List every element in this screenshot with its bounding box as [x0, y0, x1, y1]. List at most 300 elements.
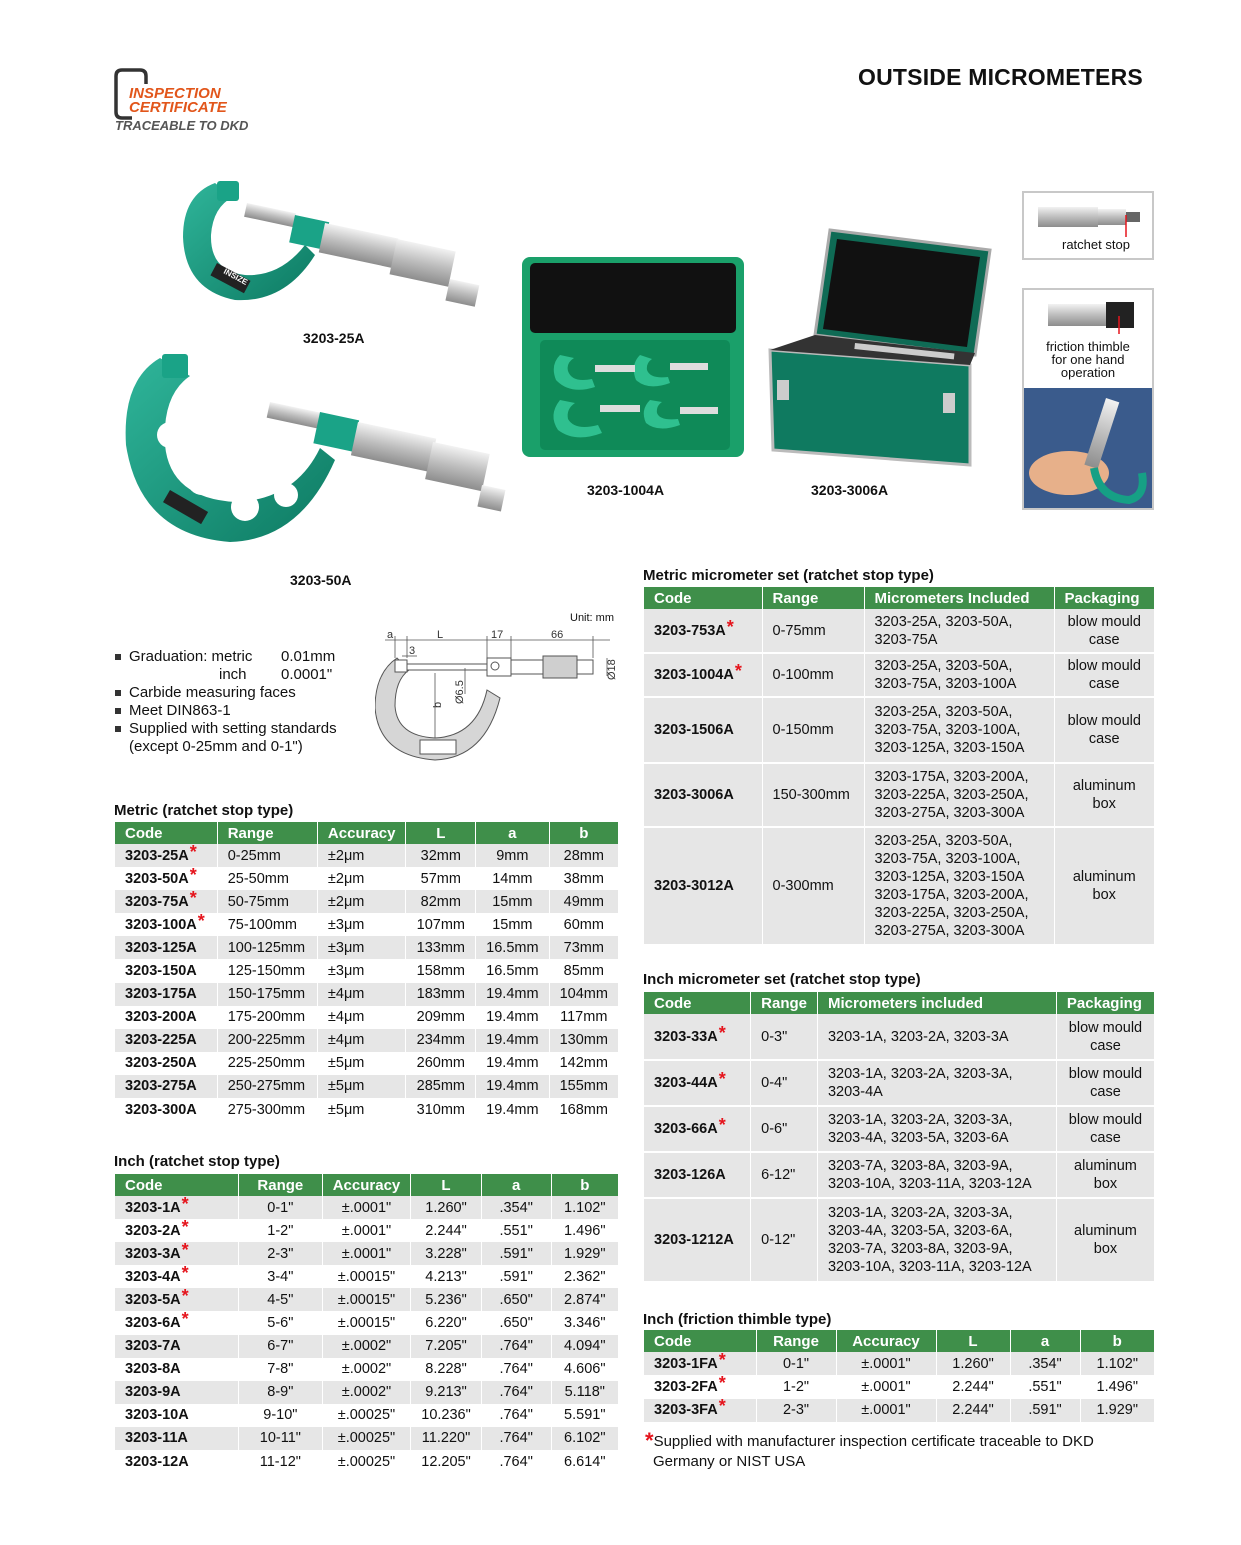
table-cell: 19.4mm: [476, 1075, 549, 1098]
inch-set-table-title: Inch micrometer set (ratchet stop type): [643, 971, 921, 988]
table-cell: aluminum box: [1056, 1198, 1154, 1282]
table-cell: 117mm: [549, 1006, 618, 1029]
table-cell: 12.205": [411, 1450, 482, 1473]
product-code: 3203-75A*: [115, 890, 217, 913]
table-cell: 5.118": [551, 1381, 618, 1404]
product-code: 3203-2A*: [115, 1219, 238, 1242]
table-cell: blow mould case: [1054, 697, 1154, 763]
table-row: [115, 983, 618, 1006]
column-header: b: [549, 822, 618, 844]
table-cell: aluminum box: [1054, 763, 1154, 827]
logo-text-certificate: CERTIFICATE: [129, 99, 227, 116]
product-code: 3203-175A: [115, 983, 217, 1006]
friction-thimble-icon: [1024, 294, 1152, 334]
table-row: [644, 827, 1154, 945]
product-code: 3203-4A*: [115, 1265, 238, 1288]
product-code: 3203-3FA*: [644, 1399, 756, 1422]
table-cell: 9-10": [238, 1404, 322, 1427]
table-cell: 1.260": [936, 1352, 1010, 1375]
column-header: Accuracy: [836, 1330, 936, 1352]
certificate-star-icon: *: [181, 1216, 189, 1237]
table-cell: 104mm: [549, 983, 618, 1006]
table-cell: 0-25mm: [217, 844, 317, 867]
table-row: [644, 697, 1154, 763]
table-cell: 28mm: [549, 844, 618, 867]
table-row: [115, 890, 618, 913]
table-cell: 1-2": [756, 1375, 836, 1398]
table-cell: 250-275mm: [217, 1075, 317, 1098]
product-code: 3203-5A*: [115, 1288, 238, 1311]
metric-set-table-title: Metric micrometer set (ratchet stop type): [643, 567, 934, 584]
table-cell: 8.228": [411, 1358, 482, 1381]
table-cell: 73mm: [549, 936, 618, 959]
table-cell: 2-3": [238, 1242, 322, 1265]
logo-text-inspection: INSPECTION: [129, 85, 221, 102]
product-code: 3203-1FA*: [644, 1352, 756, 1375]
table-cell: ±.0001": [836, 1375, 936, 1398]
table-row: [115, 1052, 618, 1075]
table-cell: 130mm: [549, 1029, 618, 1052]
table-row: [644, 609, 1154, 653]
caption-3203-3006a: 3203-3006A: [811, 482, 889, 498]
table-cell: 2.244": [411, 1219, 482, 1242]
column-header: Packaging: [1056, 992, 1154, 1014]
column-header: Range: [217, 822, 317, 844]
micrometer-set-case-image: [520, 255, 746, 460]
certificate-star-icon: *: [726, 616, 734, 637]
dim-a: a: [387, 629, 394, 641]
table-cell: 16.5mm: [476, 959, 549, 982]
column-header: a: [1010, 1330, 1080, 1352]
table-cell: 0-12": [751, 1198, 818, 1282]
table-cell: 6-7": [238, 1335, 322, 1358]
table-cell: 100-125mm: [217, 936, 317, 959]
table-cell: ±4μm: [317, 1006, 406, 1029]
table-row: [644, 1014, 1154, 1060]
table-cell: 0-1": [238, 1196, 322, 1219]
product-code: 3203-3A*: [115, 1242, 238, 1265]
column-header: b: [551, 1174, 618, 1196]
table-cell: 3.346": [551, 1311, 618, 1334]
friction-thimble-inset: [1022, 288, 1154, 510]
table-cell: 6-12": [751, 1152, 818, 1198]
table-cell: .551": [1010, 1375, 1080, 1398]
certificate-star-icon: *: [718, 1022, 726, 1043]
ratchet-stop-icon: [1024, 197, 1152, 237]
ratchet-stop-inset: [1022, 191, 1154, 260]
table-cell: 8-9": [238, 1381, 322, 1404]
product-code: 3203-66A*: [644, 1106, 751, 1152]
table-cell: 50-75mm: [217, 890, 317, 913]
table-cell: 4-5": [238, 1288, 322, 1311]
product-code: 3203-275A: [115, 1075, 217, 1098]
table-cell: 25-50mm: [217, 867, 317, 890]
column-header: Range: [238, 1174, 322, 1196]
table-cell: .591": [481, 1265, 551, 1288]
product-code: 3203-7A: [115, 1335, 238, 1358]
dim-L: L: [437, 629, 444, 641]
product-code: 3203-8A: [115, 1358, 238, 1381]
table-cell: blow mould case: [1056, 1060, 1154, 1106]
table-row: [115, 1335, 618, 1358]
table-row: [115, 1006, 618, 1029]
table-row: [115, 1311, 618, 1334]
table-cell: 107mm: [406, 913, 476, 936]
table-cell: ±.00015": [322, 1265, 411, 1288]
table-row: [115, 1288, 618, 1311]
table-row: [644, 1152, 1154, 1198]
product-code: 3203-250A: [115, 1052, 217, 1075]
table-cell: 2-3": [756, 1399, 836, 1422]
feature-carbide: Carbide measuring faces: [114, 684, 337, 702]
table-cell: 11-12": [238, 1450, 322, 1473]
table-cell: 15mm: [476, 890, 549, 913]
table-row: [644, 763, 1154, 827]
footnote-star: *: [645, 1428, 654, 1453]
table-cell: .354": [1010, 1352, 1080, 1375]
table-cell: 1.929": [1080, 1399, 1154, 1422]
table-cell: ±.00025": [322, 1427, 411, 1450]
certificate-star-icon: *: [718, 1349, 726, 1370]
table-cell: 3203-1A, 3203-2A, 3203-3A, 3203-4A, 3203-5A, 3203-6A: [817, 1106, 1056, 1152]
table-row: [115, 844, 618, 867]
product-code: 3203-200A: [115, 1006, 217, 1029]
certificate-star-icon: *: [718, 1069, 726, 1089]
certificate-star-icon: *: [181, 1309, 189, 1330]
table-cell: 2.874": [551, 1288, 618, 1311]
column-header: Code: [115, 1174, 238, 1196]
table-cell: 133mm: [406, 936, 476, 959]
table-cell: ±3μm: [317, 913, 406, 936]
table-cell: 1.496": [1080, 1375, 1154, 1398]
dim-6-5: Ø6.5: [454, 680, 466, 704]
table-row: [115, 1427, 618, 1450]
table-cell: 275-300mm: [217, 1098, 317, 1121]
table-row: [115, 1265, 618, 1288]
table-cell: 6.220": [411, 1311, 482, 1334]
table-cell: 11.220": [411, 1427, 482, 1450]
table-cell: 260mm: [406, 1052, 476, 1075]
product-code: 3203-50A*: [115, 867, 217, 890]
table-cell: 3203-175A, 3203-200A, 3203-225A, 3203-250A, 3203-275A, 3203-300A: [864, 763, 1054, 827]
certificate-star-icon: *: [181, 1239, 189, 1260]
table-cell: 3.228": [411, 1242, 482, 1265]
table-cell: ±.0001": [836, 1399, 936, 1422]
table-cell: 4.094": [551, 1335, 618, 1358]
certificate-star-icon: *: [181, 1285, 189, 1306]
table-cell: 0-150mm: [762, 697, 864, 763]
table-row: [644, 1106, 1154, 1152]
table-cell: 150-300mm: [762, 763, 864, 827]
product-code: 3203-3006A: [644, 763, 762, 827]
table-cell: 209mm: [406, 1006, 476, 1029]
product-code: 3203-10A: [115, 1404, 238, 1427]
table-row: [644, 1060, 1154, 1106]
table-cell: 0-1": [756, 1352, 836, 1375]
micrometer-50a-image: [120, 350, 510, 550]
metric-set-table: [644, 587, 1154, 946]
table-cell: 3203-25A, 3203-50A, 3203-75A, 3203-100A, 3203-125A, 3203-150A 3203-175A, 3203-200A, 3203-225A, 3203-250A, 3203-275A, 3203-300A: [864, 827, 1054, 945]
column-header: b: [1080, 1330, 1154, 1352]
metric-table: [115, 822, 618, 1121]
table-cell: 3203-25A, 3203-50A, 3203-75A, 3203-100A: [864, 653, 1054, 697]
table-cell: ±.00015": [322, 1311, 411, 1334]
table-cell: 10.236": [411, 1404, 482, 1427]
certificate-star-icon: *: [189, 864, 197, 885]
column-header: Micrometers included: [817, 992, 1056, 1014]
feature-list: [114, 648, 337, 756]
dim-17: 17: [491, 629, 504, 641]
table-cell: 85mm: [549, 959, 618, 982]
table-cell: 0-6": [751, 1106, 818, 1152]
table-cell: 15mm: [476, 913, 549, 936]
footnote-line1: Supplied with manufacturer inspection certificate traceable to DKD: [653, 1433, 1094, 1450]
table-cell: 60mm: [549, 913, 618, 936]
table-row: [644, 1352, 1154, 1375]
table-cell: ±.00025": [322, 1404, 411, 1427]
table-cell: ±3μm: [317, 959, 406, 982]
table-cell: 3203-25A, 3203-50A, 3203-75A: [864, 609, 1054, 653]
product-code: 3203-9A: [115, 1381, 238, 1404]
table-cell: ±.0002": [322, 1358, 411, 1381]
table-cell: 1.102": [551, 1196, 618, 1219]
page-title: OUTSIDE MICROMETERS: [858, 64, 1143, 90]
table-cell: .591": [481, 1242, 551, 1265]
dim-3: 3: [409, 645, 416, 657]
table-cell: 0-3": [751, 1014, 818, 1060]
product-code: 3203-12A: [115, 1450, 238, 1473]
dim-b: b: [432, 701, 444, 708]
table-cell: 19.4mm: [476, 1098, 549, 1121]
table-row: [644, 1198, 1154, 1282]
table-cell: 16.5mm: [476, 936, 549, 959]
friction-table-title: Inch (friction thimble type): [643, 1311, 832, 1328]
table-row: [115, 936, 618, 959]
footnote: [644, 1428, 1164, 1472]
column-header: L: [411, 1174, 482, 1196]
table-cell: 1.102": [1080, 1352, 1154, 1375]
table-cell: 7-8": [238, 1358, 322, 1381]
table-cell: 285mm: [406, 1075, 476, 1098]
table-cell: .551": [481, 1219, 551, 1242]
table-cell: .354": [481, 1196, 551, 1219]
product-code: 3203-6A*: [115, 1311, 238, 1334]
certificate-star-icon: *: [189, 841, 197, 862]
product-code: 3203-753A*: [644, 609, 762, 653]
column-header: Accuracy: [317, 822, 406, 844]
column-header: Code: [644, 587, 762, 609]
certificate-star-icon: *: [718, 1115, 726, 1135]
table-row: [115, 1196, 618, 1219]
table-cell: 32mm: [406, 844, 476, 867]
product-code: 3203-3012A: [644, 827, 762, 945]
table-cell: ±.0001": [322, 1196, 411, 1219]
table-cell: 158mm: [406, 959, 476, 982]
table-row: [115, 867, 618, 890]
table-cell: blow mould case: [1056, 1014, 1154, 1060]
table-cell: ±4μm: [317, 983, 406, 1006]
column-header: Range: [762, 587, 864, 609]
column-header: a: [481, 1174, 551, 1196]
table-cell: 9mm: [476, 844, 549, 867]
column-header: Range: [756, 1330, 836, 1352]
table-cell: ±.0001": [836, 1352, 936, 1375]
column-header: L: [406, 822, 476, 844]
table-cell: 3203-25A, 3203-50A, 3203-75A, 3203-100A, 3203-125A, 3203-150A: [864, 697, 1054, 763]
table-cell: 82mm: [406, 890, 476, 913]
hand-operation-photo: [1024, 388, 1152, 508]
column-header: Packaging: [1054, 587, 1154, 609]
feature-exception: (except 0-25mm and 0-1"): [129, 738, 303, 755]
table-row: [644, 653, 1154, 697]
table-cell: ±2μm: [317, 844, 406, 867]
table-cell: 9.213": [411, 1381, 482, 1404]
table-cell: 1.260": [411, 1196, 482, 1219]
table-cell: 183mm: [406, 983, 476, 1006]
column-header: Accuracy: [322, 1174, 411, 1196]
table-cell: ±.00015": [322, 1288, 411, 1311]
table-cell: 1.929": [551, 1242, 618, 1265]
certificate-star-icon: *: [197, 910, 205, 931]
table-cell: 0-75mm: [762, 609, 864, 653]
caption-3203-50a: 3203-50A: [290, 572, 352, 588]
product-code: 3203-2FA*: [644, 1375, 756, 1398]
table-cell: .764": [481, 1358, 551, 1381]
table-row: [115, 1242, 618, 1265]
table-cell: .650": [481, 1288, 551, 1311]
table-cell: 5-6": [238, 1311, 322, 1334]
table-cell: 6.102": [551, 1427, 618, 1450]
friction-table: [644, 1330, 1154, 1422]
table-row: [115, 1450, 618, 1473]
table-cell: 142mm: [549, 1052, 618, 1075]
table-cell: ±2μm: [317, 890, 406, 913]
caption-3203-1004a: 3203-1004A: [587, 482, 665, 498]
table-cell: ±2μm: [317, 867, 406, 890]
table-row: [115, 1098, 618, 1121]
table-cell: aluminum box: [1056, 1152, 1154, 1198]
table-row: [115, 959, 618, 982]
table-cell: 1-2": [238, 1219, 322, 1242]
column-header: Code: [644, 992, 751, 1014]
table-row: [115, 1404, 618, 1427]
certificate-star-icon: *: [718, 1396, 726, 1417]
table-cell: 150-175mm: [217, 983, 317, 1006]
table-cell: 125-150mm: [217, 959, 317, 982]
table-cell: 4.606": [551, 1358, 618, 1381]
column-header: Code: [115, 822, 217, 844]
table-cell: 3203-1A, 3203-2A, 3203-3A, 3203-4A, 3203-5A, 3203-6A, 3203-7A, 3203-8A, 3203-9A, 3203-10A, 3203-11A, 3203-12A: [817, 1198, 1056, 1282]
dim-18: Ø18: [606, 659, 618, 680]
product-code: 3203-125A: [115, 936, 217, 959]
product-code: 3203-100A*: [115, 913, 217, 936]
table-cell: blow mould case: [1054, 653, 1154, 697]
certificate-star-icon: *: [734, 661, 742, 681]
table-cell: 175-200mm: [217, 1006, 317, 1029]
table-cell: 10-11": [238, 1427, 322, 1450]
table-cell: 19.4mm: [476, 1006, 549, 1029]
ratchet-stop-label: ratchet stop: [1062, 237, 1130, 252]
caption-3203-25a: 3203-25A: [303, 330, 365, 346]
product-code: 3203-1506A: [644, 697, 762, 763]
table-cell: blow mould case: [1054, 609, 1154, 653]
table-cell: ±.0002": [322, 1335, 411, 1358]
table-cell: 3203-1A, 3203-2A, 3203-3A, 3203-4A: [817, 1060, 1056, 1106]
feature-setting-standards: Supplied with setting standards: [114, 720, 337, 738]
certificate-star-icon: *: [718, 1372, 726, 1393]
table-cell: 3203-1A, 3203-2A, 3203-3A: [817, 1014, 1056, 1060]
table-cell: .591": [1010, 1399, 1080, 1422]
feature-din: Meet DIN863-1: [114, 702, 337, 720]
table-cell: .764": [481, 1450, 551, 1473]
inch-table-title: Inch (ratchet stop type): [114, 1153, 280, 1170]
table-cell: .764": [481, 1404, 551, 1427]
table-cell: ±3μm: [317, 936, 406, 959]
table-cell: 310mm: [406, 1098, 476, 1121]
table-row: [115, 1075, 618, 1098]
product-code: 3203-126A: [644, 1152, 751, 1198]
product-code: 3203-44A*: [644, 1060, 751, 1106]
table-cell: 225-250mm: [217, 1052, 317, 1075]
table-cell: 3-4": [238, 1265, 322, 1288]
table-cell: 7.205": [411, 1335, 482, 1358]
table-cell: 2.244": [936, 1399, 1010, 1422]
table-row: [115, 1219, 618, 1242]
table-cell: 38mm: [549, 867, 618, 890]
dimension-drawing: [375, 628, 620, 768]
product-code: 3203-225A: [115, 1029, 217, 1052]
table-cell: 234mm: [406, 1029, 476, 1052]
table-cell: 14mm: [476, 867, 549, 890]
table-cell: 155mm: [549, 1075, 618, 1098]
brand-text: INSIZE: [222, 266, 250, 287]
product-code: 3203-300A: [115, 1098, 217, 1121]
table-cell: 19.4mm: [476, 1029, 549, 1052]
table-cell: 5.591": [551, 1404, 618, 1427]
table-row: [115, 1358, 618, 1381]
product-code: 3203-1004A*: [644, 653, 762, 697]
product-code: 3203-33A*: [644, 1014, 751, 1060]
metric-table-title: Metric (ratchet stop type): [114, 802, 294, 819]
aluminum-box-image: [765, 225, 995, 470]
product-code: 3203-11A: [115, 1427, 238, 1450]
table-cell: ±5μm: [317, 1075, 406, 1098]
table-cell: 3203-7A, 3203-8A, 3203-9A, 3203-10A, 3203-11A, 3203-12A: [817, 1152, 1056, 1198]
product-code: 3203-1212A: [644, 1198, 751, 1282]
table-cell: 19.4mm: [476, 1052, 549, 1075]
inch-table: [115, 1174, 618, 1473]
table-cell: ±.0001": [322, 1219, 411, 1242]
table-cell: 0-4": [751, 1060, 818, 1106]
table-cell: 200-225mm: [217, 1029, 317, 1052]
product-code: 3203-150A: [115, 959, 217, 982]
product-code: 3203-25A*: [115, 844, 217, 867]
column-header: Code: [644, 1330, 756, 1352]
table-cell: 49mm: [549, 890, 618, 913]
column-header: a: [476, 822, 549, 844]
logo-text-traceable: TRACEABLE TO DKD: [115, 118, 249, 133]
table-cell: 5.236": [411, 1288, 482, 1311]
dim-66: 66: [551, 629, 564, 641]
table-row: [115, 1381, 618, 1404]
table-cell: .650": [481, 1311, 551, 1334]
table-cell: ±.00025": [322, 1450, 411, 1473]
feature-graduation: Graduation: metric 0.01mm: [114, 648, 337, 666]
table-row: [644, 1399, 1154, 1422]
table-cell: 75-100mm: [217, 913, 317, 936]
table-cell: 57mm: [406, 867, 476, 890]
table-row: [115, 913, 618, 936]
